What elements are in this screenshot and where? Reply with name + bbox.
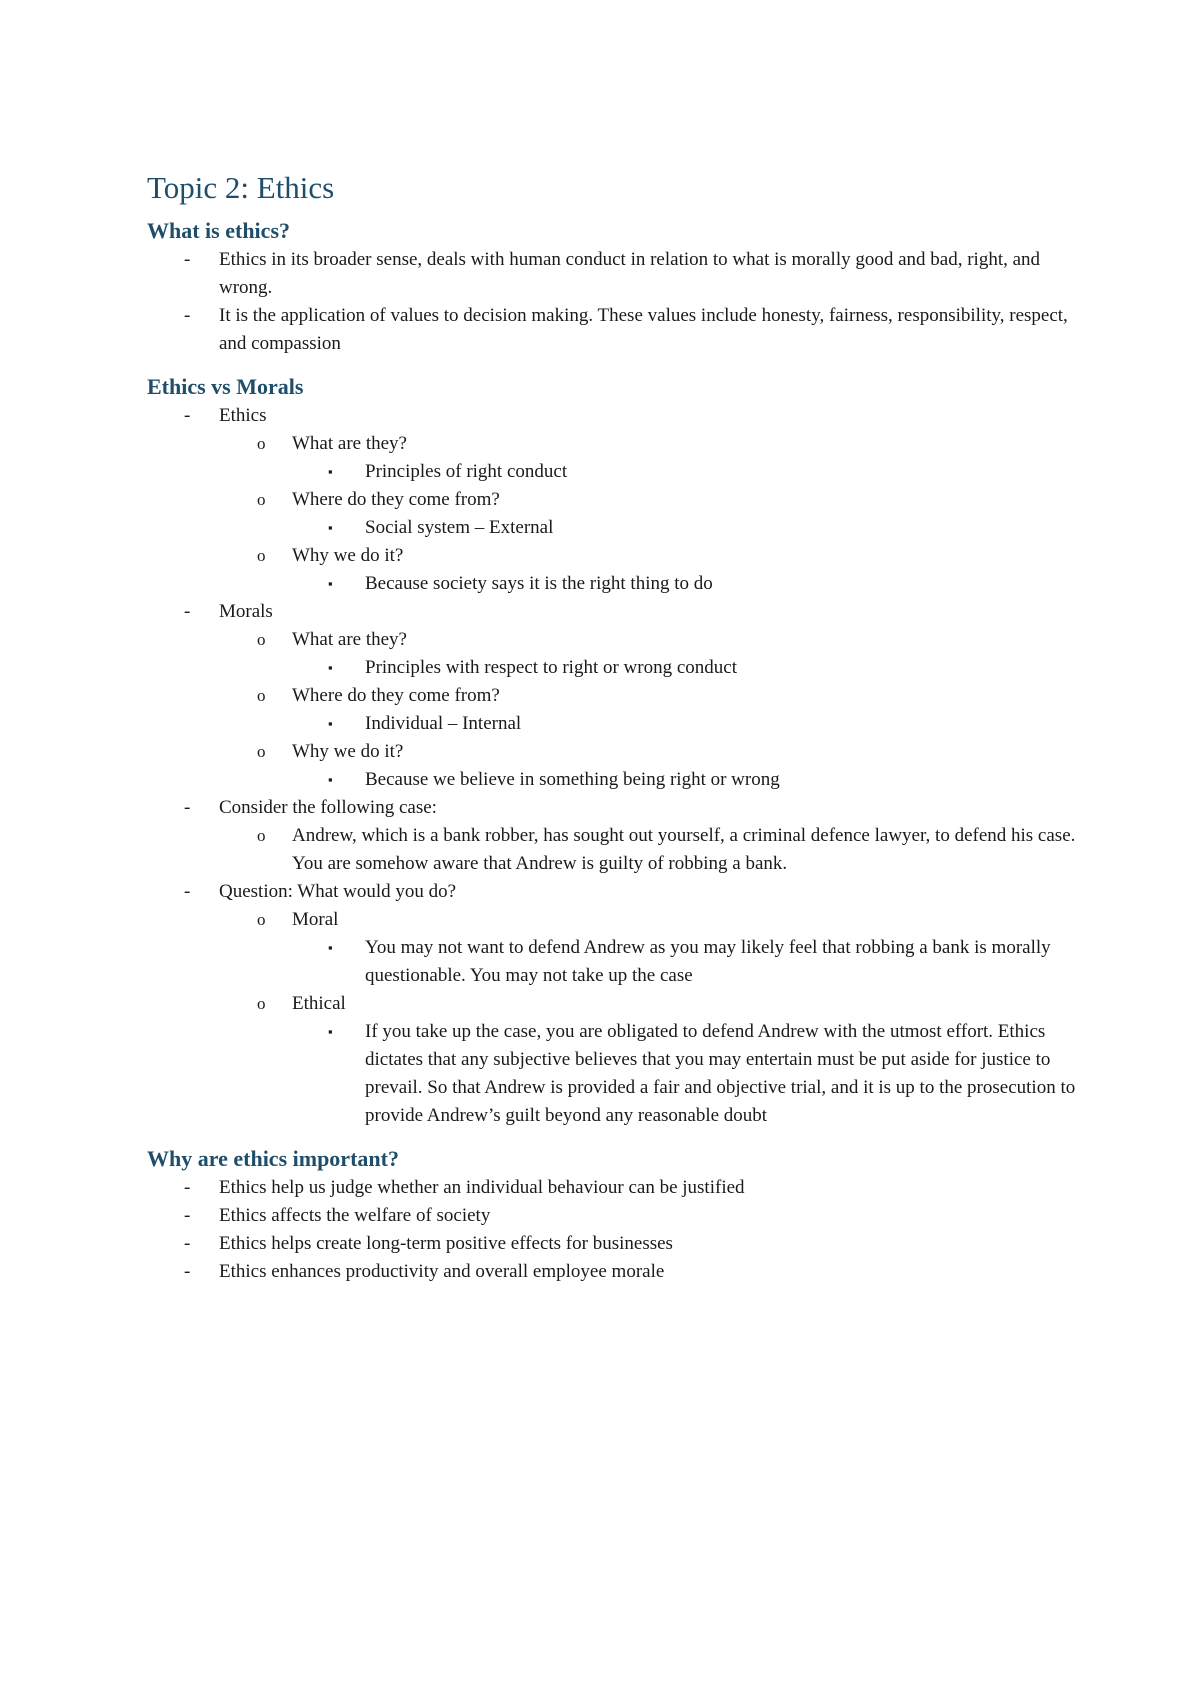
- circle-bullet-icon: o: [257, 686, 266, 705]
- section-heading-what-is-ethics: What is ethics?: [147, 218, 290, 243]
- ethics-vs-morals-list: [147, 402, 1077, 1130]
- list-item: [147, 486, 1077, 514]
- question-sublist-wrapper: [147, 906, 1077, 1130]
- list-item-text: Social system – External: [365, 517, 554, 538]
- what-is-ethics-list: [147, 246, 1077, 358]
- ethics-sublist: [147, 430, 1077, 598]
- list-item: [147, 570, 1077, 598]
- answer-wrapper: [147, 458, 1077, 486]
- list-item-ethics: [147, 402, 1077, 430]
- list-item-question: [147, 878, 1077, 906]
- list-item-text: Principles with respect to right or wrong conduct: [365, 657, 738, 678]
- list-item: [147, 458, 1077, 486]
- list-item-text: Where do they come from?: [292, 489, 500, 510]
- answer-list: [147, 934, 1077, 990]
- dash-bullet-icon: -: [184, 797, 191, 818]
- square-bullet-icon: ▪: [328, 940, 333, 955]
- answer-list: [147, 514, 1077, 542]
- list-item-text: Ethics helps create long-term positive effects for businesses: [219, 1233, 673, 1254]
- list-item-morals: [147, 598, 1077, 626]
- list-item-text: Why we do it?: [292, 741, 404, 762]
- list-item-text: What are they?: [292, 629, 407, 650]
- case-sublist: [147, 822, 1077, 878]
- dash-bullet-icon: -: [184, 1233, 191, 1254]
- answer-wrapper: [147, 1018, 1077, 1130]
- dash-bullet-icon: -: [184, 305, 191, 326]
- circle-bullet-icon: o: [257, 910, 266, 929]
- list-item: [147, 990, 1077, 1018]
- circle-bullet-icon: o: [257, 546, 266, 565]
- answer-list: [147, 570, 1077, 598]
- circle-bullet-icon: o: [257, 630, 266, 649]
- list-item: [147, 1230, 1077, 1258]
- dash-bullet-icon: -: [184, 1261, 191, 1282]
- list-item: [147, 738, 1077, 766]
- list-item-text: Question: What would you do?: [219, 881, 457, 902]
- answer-wrapper: [147, 514, 1077, 542]
- answer-wrapper: [147, 570, 1077, 598]
- circle-bullet-icon: o: [257, 434, 266, 453]
- square-bullet-icon: ▪: [328, 660, 333, 675]
- list-item: [147, 1258, 1077, 1286]
- list-item-text: Where do they come from?: [292, 685, 500, 706]
- list-item-text: Andrew, which is a bank robber, has sought out yourself, a criminal defence lawyer, to defend his case. You are somehow aware that Andrew is guilty of robbing a bank.: [292, 825, 1076, 874]
- list-item-text: Individual – Internal: [365, 713, 522, 734]
- list-item: [147, 934, 1077, 990]
- square-bullet-icon: ▪: [328, 520, 333, 535]
- list-item: [147, 626, 1077, 654]
- list-item-text: You may not want to defend Andrew as you may likely feel that robbing a bank is morally questionable. You may not take up the case: [365, 937, 1051, 986]
- list-item-text: Ethics: [219, 405, 267, 426]
- square-bullet-icon: ▪: [328, 772, 333, 787]
- list-item-text: What are they?: [292, 433, 407, 454]
- list-item: [147, 710, 1077, 738]
- list-item: [147, 542, 1077, 570]
- square-bullet-icon: ▪: [328, 576, 333, 591]
- list-item: [147, 1174, 1077, 1202]
- list-item-text: Ethics help us judge whether an individual behaviour can be justified: [219, 1177, 745, 1198]
- answer-wrapper: [147, 766, 1077, 794]
- square-bullet-icon: ▪: [328, 716, 333, 731]
- answer-list: [147, 1018, 1077, 1130]
- circle-bullet-icon: o: [257, 742, 266, 761]
- square-bullet-icon: ▪: [328, 464, 333, 479]
- answer-wrapper: [147, 710, 1077, 738]
- list-item-text: Principles of right conduct: [365, 461, 568, 482]
- list-item-text: Morals: [219, 601, 273, 622]
- list-item: [147, 1202, 1077, 1230]
- list-item: [147, 654, 1077, 682]
- list-item: [147, 766, 1077, 794]
- why-important-list: [147, 1174, 1077, 1286]
- answer-list: [147, 654, 1077, 682]
- list-item: [147, 430, 1077, 458]
- dash-bullet-icon: -: [184, 405, 191, 426]
- answer-list: [147, 710, 1077, 738]
- list-item-text: Ethics affects the welfare of society: [219, 1205, 491, 1226]
- answer-list: [147, 458, 1077, 486]
- list-item: [147, 514, 1077, 542]
- circle-bullet-icon: o: [257, 490, 266, 509]
- list-item: [147, 822, 1077, 878]
- answer-wrapper: [147, 654, 1077, 682]
- list-item: [147, 906, 1077, 934]
- list-item-text: Moral: [292, 909, 339, 930]
- dash-bullet-icon: -: [184, 1205, 191, 1226]
- section-heading-why-important: Why are ethics important?: [147, 1146, 399, 1171]
- list-item-text: Ethics in its broader sense, deals with human conduct in relation to what is morally good and bad, right, and wrong.: [219, 249, 1041, 298]
- list-item: [147, 246, 1077, 302]
- list-item-text: Because society says it is the right thing to do: [365, 573, 713, 594]
- answer-list: [147, 766, 1077, 794]
- list-item-text: Ethical: [292, 993, 346, 1014]
- circle-bullet-icon: o: [257, 826, 266, 845]
- list-item-case: [147, 794, 1077, 822]
- document-page: [147, 168, 1077, 1286]
- circle-bullet-icon: o: [257, 994, 266, 1013]
- list-item-text: Because we believe in something being right or wrong: [365, 769, 780, 790]
- dash-bullet-icon: -: [184, 601, 191, 622]
- list-item-text: It is the application of values to decision making. These values include honesty, fairness, responsibility, respect, and compassion: [219, 305, 1068, 354]
- question-sublist: [147, 906, 1077, 1130]
- morals-sublist-wrapper: [147, 626, 1077, 794]
- answer-wrapper: [147, 934, 1077, 990]
- page-title: Topic 2: Ethics: [147, 170, 335, 205]
- morals-sublist: [147, 626, 1077, 794]
- dash-bullet-icon: -: [184, 249, 191, 270]
- list-item: [147, 682, 1077, 710]
- list-item-text: Ethics enhances productivity and overall employee morale: [219, 1261, 665, 1282]
- ethics-sublist-wrapper: [147, 430, 1077, 598]
- list-item-text: Why we do it?: [292, 545, 404, 566]
- list-item: [147, 302, 1077, 358]
- dash-bullet-icon: -: [184, 1177, 191, 1198]
- case-sublist-wrapper: [147, 822, 1077, 878]
- list-item-text: Consider the following case:: [219, 797, 437, 818]
- list-item-text: If you take up the case, you are obligated to defend Andrew with the utmost effort. Ethics dictates that any subjective believes that you may entertain must be put aside for justice to prevail. So that Andrew is provided a fair and objective trial, and it is up to the prosecution to provide Andrew’s guilt beyond any reasonable doubt: [365, 1021, 1076, 1126]
- square-bullet-icon: ▪: [328, 1024, 333, 1039]
- dash-bullet-icon: -: [184, 881, 191, 902]
- list-item: [147, 1018, 1077, 1130]
- section-heading-ethics-vs-morals: Ethics vs Morals: [147, 374, 304, 399]
